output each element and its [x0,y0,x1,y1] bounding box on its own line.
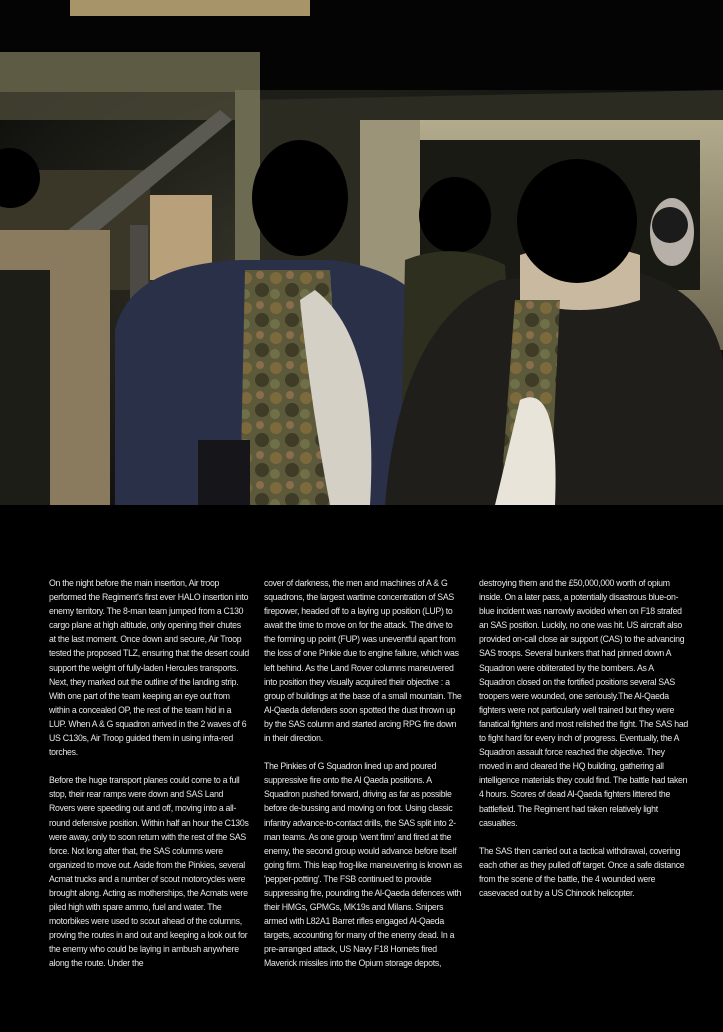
paragraph: On the night before the main insertion, Air troop performed the Regiment's first ever HALO insertion into enemy territory. The 8-man team jumped from a C130 cargo plane at high altitude, only opening their chutes at the last moment. Once down and secure, Air Troop tested the proposed TLZ, ensuring that the desert could support the weight of fully-laden Hercules transports. Next, they marked out the outline of the landing strip. With one part of the team keeping an eye out from within a concealed OP, the rest of the team hid in a LUP. When A & G squadron arrived in the 2 waves of 6 US C130s, Air Troop guided them in using infra-red torches. [49,578,249,759]
paragraph: The Pinkies of G Squadron lined up and poured suppressive fire onto the Al Qaeda positions. A Squadron pushed forward, driving as far as possible before de-bussing and moving on foot. Using classic infantry advance-to-contact drills, the SAS split into 2-man teams. As one group 'went firm' and fired at the enemy, the second group would advance before itself going firm. This leap frog-like maneuvering is known as 'pepper-potting'. The FSB continued to provide suppressing fire, pounding the Al-Qaeda defences with their HMGs, GPMGs, MK19s and Milans. Snipers armed with L82A1 Barret rifles engaged Al-Qaeda targets, accounting for many of the enemy dead. In a pre-arranged attack, US Navy F18 Hornets fired Maverick missiles into the Opium storage depots, [264,761,462,970]
paragraph: destroying them and the £50,000,000 worth of opium inside. On a later pass, a potentially disastrous blue-on-blue incident was narrowly avoided when on F18 strafed an SAS position. Luckily, no one was hit. US aircraft also provided on-call close air support (CAS) to the advancing SAS troops. Several bunkers that had pinned down A Squadron were obliterated by the bombers. As A Squadron closed on the fortified positions several SAS troopers were wounded, one seriously.The Al-Qaeda fighters were not particularly well trained but they were fanatical fighters and most relished the fight. The SAS had to fight hard for every inch of progress. Eventually, the A Squadron assault force reached the objective. They moved in and cleared the HQ building, gathering all intelligence materials they could find. The battle had taken 4 hours. Scores of dead Al-Qaeda fighters littered the battlefield. The Regiment had taken relatively light casualties. [479,578,688,829]
text-column-1 [49,577,250,986]
paragraph: Before the huge transport planes could come to a full stop, their rear ramps were down and SAS Land Rovers were speeding out and off, moving into a all-round defensive position. Within half an hour the C130s were away, only to soon return with the rest of the SAS force. Not long after that, the SAS columns were organized to move out. Aside from the Pinkies, several Acmat trucks and a number of scout motorcycles were brought along. Acting as motherships, the Acmats were piled high with spare ammo, fuel and water. The motorbikes were used to scout ahead of the columns, proving the routes in and out and keeping a look out for the enemy who could be laying in ambush anywhere along the route. Under the [49,775,249,970]
article-photo [0,0,723,505]
text-column-3 [479,577,689,915]
soldiers-photo-illustration [0,0,723,505]
paragraph: cover of darkness, the men and machines of A & G squadrons, the largest wartime concentration of SAS firepower, headed off to a laying up position (LUP) to await the time to move on for the attack. The drive to the forming up point (FUP) was uneventful apart from the loss of one Pinkie due to engine failure, which was left behind. As the Land Rover columns maneuvered into position they visually acquired their objective : a group of buildings at the base of a small mountain. The Al-Qaeda defenders soon spotted the dust thrown up by the SAS column and started arcing RPG fire down in their direction. [264,578,462,745]
paragraph: The SAS then carried out a tactical withdrawal, covering each other as they pulled off target. Once a safe distance from the scene of the battle, the 4 wounded were casevaced out by a US Chinook helicopter. [479,845,685,899]
text-column-2 [264,577,465,986]
article-body [0,505,723,1032]
